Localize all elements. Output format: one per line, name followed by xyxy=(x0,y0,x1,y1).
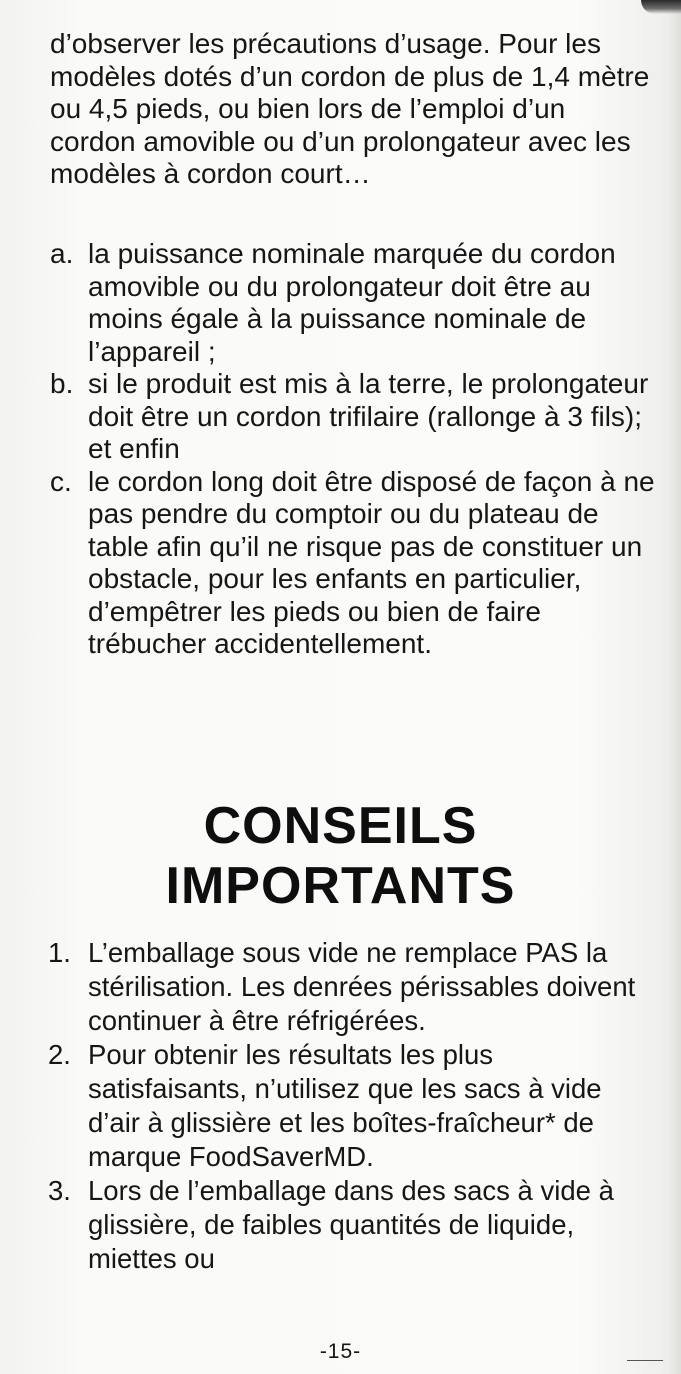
section-heading-line1: CONSEILS xyxy=(203,797,478,855)
tip-item-1 xyxy=(48,936,658,1038)
page-number: -15- xyxy=(319,1340,362,1363)
list-marker: 2. xyxy=(48,1039,71,1070)
tips-list xyxy=(48,936,658,1276)
precautions-list xyxy=(50,238,660,661)
precaution-text: le cordon long doit être disposé de façon à ne pas pendre du comptoir ou du plateau de table afin qu’il ne risque pas de constituer un obstacle, pour les enfants en particulier, d’empêtrer les pieds ou bien de faire trébucher accidentellement. xyxy=(88,465,655,659)
tip-text: Pour obtenir les résultats les plus satisfaisants, n’utilisez que les sacs à vide d’air à glissière et les boîtes-fraîcheur* de marque FoodSaverMD. xyxy=(88,1039,602,1172)
intro-paragraph: d’observer les précautions d’usage. Pour les modèles dotés d’un cordon de plus de 1,4 mètre ou 4,5 pieds, ou bien lors de l’emploi d’un cordon amovible ou d’un prolongateur avec les modèles à cordon court… xyxy=(50,28,650,189)
tip-text: L’emballage sous vide ne remplace PAS la stérilisation. Les denrées périssables doivent continuer à être réfrigérées. xyxy=(88,937,636,1036)
list-marker: c. xyxy=(50,465,72,497)
precaution-text: si le produit est mis à la terre, le prolongateur doit être un cordon trifilaire (rallonge à 3 fils); et enfin xyxy=(88,368,649,464)
list-marker: 3. xyxy=(48,1175,71,1206)
list-marker: b. xyxy=(50,368,74,399)
precaution-item-c xyxy=(50,466,660,661)
tip-text: Lors de l’emballage dans des sacs à vide à glissière, de faibles quantités de liquide, miettes ou xyxy=(88,1175,614,1274)
tip-item-3 xyxy=(48,1174,658,1276)
precaution-item-a xyxy=(50,238,660,368)
page-edge-line xyxy=(627,1360,663,1361)
tip-item-2 xyxy=(48,1038,658,1174)
page-corner-shadow xyxy=(641,0,681,14)
list-marker: 1. xyxy=(48,937,71,968)
precaution-item-b xyxy=(50,368,660,466)
precaution-text: la puissance nominale marquée du cordon amovible ou du prolongateur doit être au moins égale à la puissance nominale de l’appareil ; xyxy=(88,238,616,367)
section-heading-line2: IMPORTANTS xyxy=(165,857,516,915)
page-edge-shadow xyxy=(667,0,681,1374)
list-marker: a. xyxy=(50,238,74,269)
